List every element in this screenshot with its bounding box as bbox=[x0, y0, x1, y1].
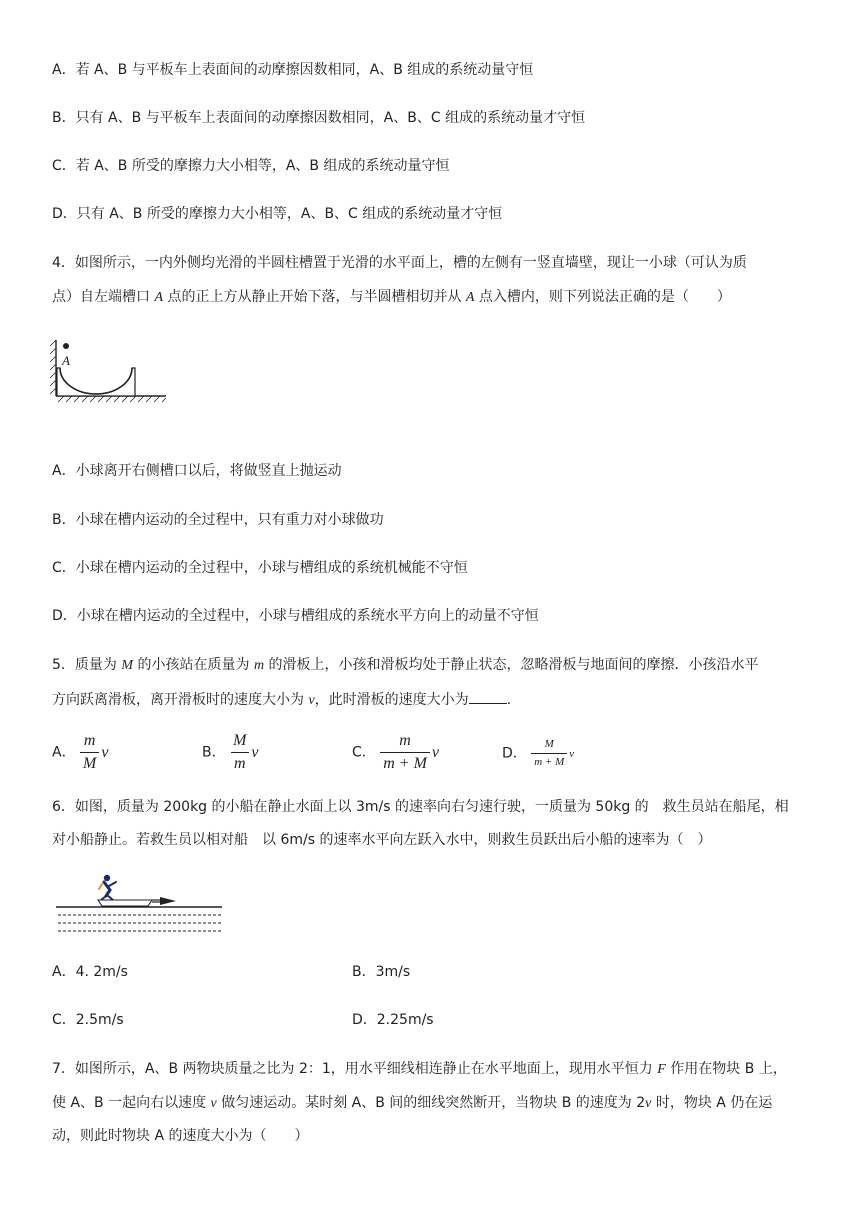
q3-option-c: C．若 A、B 所受的摩擦力大小相等，A、B 组成的系统动量守恒 bbox=[52, 158, 450, 174]
option-label: A． bbox=[52, 744, 76, 761]
option-label: C． bbox=[352, 744, 376, 761]
q3-option-d: D．只有 A、B 所受的摩擦力大小相等，A、B、C 组成的系统动量才守恒 bbox=[52, 206, 503, 222]
fraction bbox=[230, 732, 249, 773]
q4-option-d: D．小球在槽内运动的全过程中，小球与槽组成的系统水平方向上的动量不守恒 bbox=[52, 608, 539, 624]
q7-var-f: F bbox=[657, 1062, 666, 1077]
q5-option-a bbox=[52, 732, 108, 773]
q5-option-d bbox=[502, 738, 574, 769]
q7-stem-text: 时，物块 A 仍在运 bbox=[651, 1095, 773, 1111]
q5-var-m: m bbox=[253, 658, 265, 673]
q5-var-m-big: M bbox=[121, 658, 134, 673]
q4-stem-text: 点入槽内，则下列说法正确的是（ ） bbox=[474, 289, 731, 305]
q5-stem-line1 bbox=[52, 655, 759, 676]
q7-var-v: v bbox=[210, 1096, 217, 1111]
velocity-symbol: v bbox=[569, 747, 575, 760]
q6-option-c: C．2.5m/s bbox=[52, 1012, 124, 1028]
q7-stem-line3: 动，则此时物块 A 的速度大小为（ ） bbox=[52, 1128, 309, 1144]
q3-option-a: A．若 A、B 与平板车上表面间的动摩擦因数相同，A、B 组成的系统动量守恒 bbox=[52, 62, 534, 78]
q7-var-v: v bbox=[645, 1096, 652, 1111]
q7-stem-line2 bbox=[52, 1093, 772, 1114]
q4-option-c: C．小球在槽内运动的全过程中，小球与槽组成的系统机械能不守恒 bbox=[52, 560, 468, 576]
denominator: m bbox=[231, 752, 249, 773]
velocity-symbol: v bbox=[101, 743, 109, 761]
option-label: B． bbox=[202, 744, 226, 761]
numerator: m bbox=[399, 732, 411, 749]
q6-option-b: B．3m/s bbox=[352, 964, 411, 980]
q5-var-v: v bbox=[308, 693, 315, 708]
q5-stem-text: 的滑板上，小孩和滑板均处于静止状态，忽略滑板与地面间的摩擦．小孩沿水平 bbox=[264, 657, 759, 673]
denominator: M bbox=[80, 752, 99, 773]
q4-stem-line1: 4．如图所示，一内外侧均光滑的半圆柱槽置于光滑的水平面上，槽的左侧有一竖直墙壁，现让一小球（可认为质 bbox=[52, 255, 747, 271]
velocity-symbol: v bbox=[431, 743, 440, 761]
q4-stem-line2 bbox=[52, 287, 731, 308]
numerator: m bbox=[83, 732, 96, 749]
fraction bbox=[80, 732, 99, 773]
q7-stem-text: 作用在物块 B 上， bbox=[665, 1061, 787, 1077]
fraction bbox=[531, 738, 567, 769]
q6-stem-line1: 6．如图，质量为 200kg 的小船在静止水面上以 3m/s 的速率向右匀速行驶，一质量为 50kg 的 救生员站在船尾，相 bbox=[52, 799, 789, 815]
q6-stem-line2: 对小船静止。若救生员以相对船 以 6m/s 的速率水平向左跃入水中，则救生员跃出后小船的速率为（ ） bbox=[52, 832, 712, 848]
q6-option-d: D．2.25m/s bbox=[352, 1012, 434, 1028]
answer-blank[interactable] bbox=[469, 689, 507, 704]
denominator: m + M bbox=[531, 753, 567, 769]
q6-option-a: A．4. 2m/s bbox=[52, 964, 128, 980]
fraction bbox=[380, 732, 430, 773]
option-label: D． bbox=[502, 745, 527, 762]
q5-stem-text: ，此时滑板的速度大小为 bbox=[314, 692, 469, 708]
q7-stem-text: 7．如图所示，A、B 两物块质量之比为 2：1，用水平细线相连静止在水平地面上，现用水平恒力 bbox=[52, 1061, 658, 1077]
q4-stem-text: 点的正上方从静止开始下落，与半圆槽相切并从 bbox=[163, 289, 466, 305]
q5-stem-text: . bbox=[506, 692, 512, 708]
q5-option-b bbox=[202, 732, 259, 773]
q5-option-c bbox=[352, 732, 439, 773]
q7-stem-text: 使 A、B 一起向右以速度 bbox=[52, 1095, 211, 1111]
q4-option-a: A．小球离开右侧槽口以后，将做竖直上抛运动 bbox=[52, 463, 342, 479]
q3-option-b: B．只有 A、B 与平板车上表面间的动摩擦因数相同，A、B、C 组成的系统动量才守恒 bbox=[52, 110, 586, 126]
q4-option-b: B．小球在槽内运动的全过程中，只有重力对小球做功 bbox=[52, 512, 384, 528]
q7-stem-line1 bbox=[52, 1059, 787, 1080]
q4-half-cylinder-figure bbox=[48, 336, 170, 408]
velocity-symbol: v bbox=[251, 743, 259, 761]
q6-boat-figure bbox=[56, 870, 226, 936]
q4-figure-label-a: A bbox=[62, 353, 70, 368]
q4-stem-text: 点）自左端槽口 bbox=[52, 289, 155, 305]
q4-point-a: A bbox=[154, 290, 164, 305]
q5-stem-line2 bbox=[52, 689, 511, 711]
q7-stem-text: 做匀速运动。某时刻 A、B 间的细线突然断开，当物块 B 的速度为 2 bbox=[216, 1095, 646, 1111]
denominator: m + M bbox=[380, 752, 430, 773]
q4-point-a: A bbox=[465, 290, 475, 305]
numerator: M bbox=[233, 732, 247, 749]
q5-stem-text: 的小孩站在质量为 bbox=[133, 657, 254, 673]
q5-stem-text: 5．质量为 bbox=[52, 657, 122, 673]
q5-stem-text: 方向跃离滑板，离开滑板时的速度大小为 bbox=[52, 692, 309, 708]
numerator: M bbox=[544, 738, 554, 750]
